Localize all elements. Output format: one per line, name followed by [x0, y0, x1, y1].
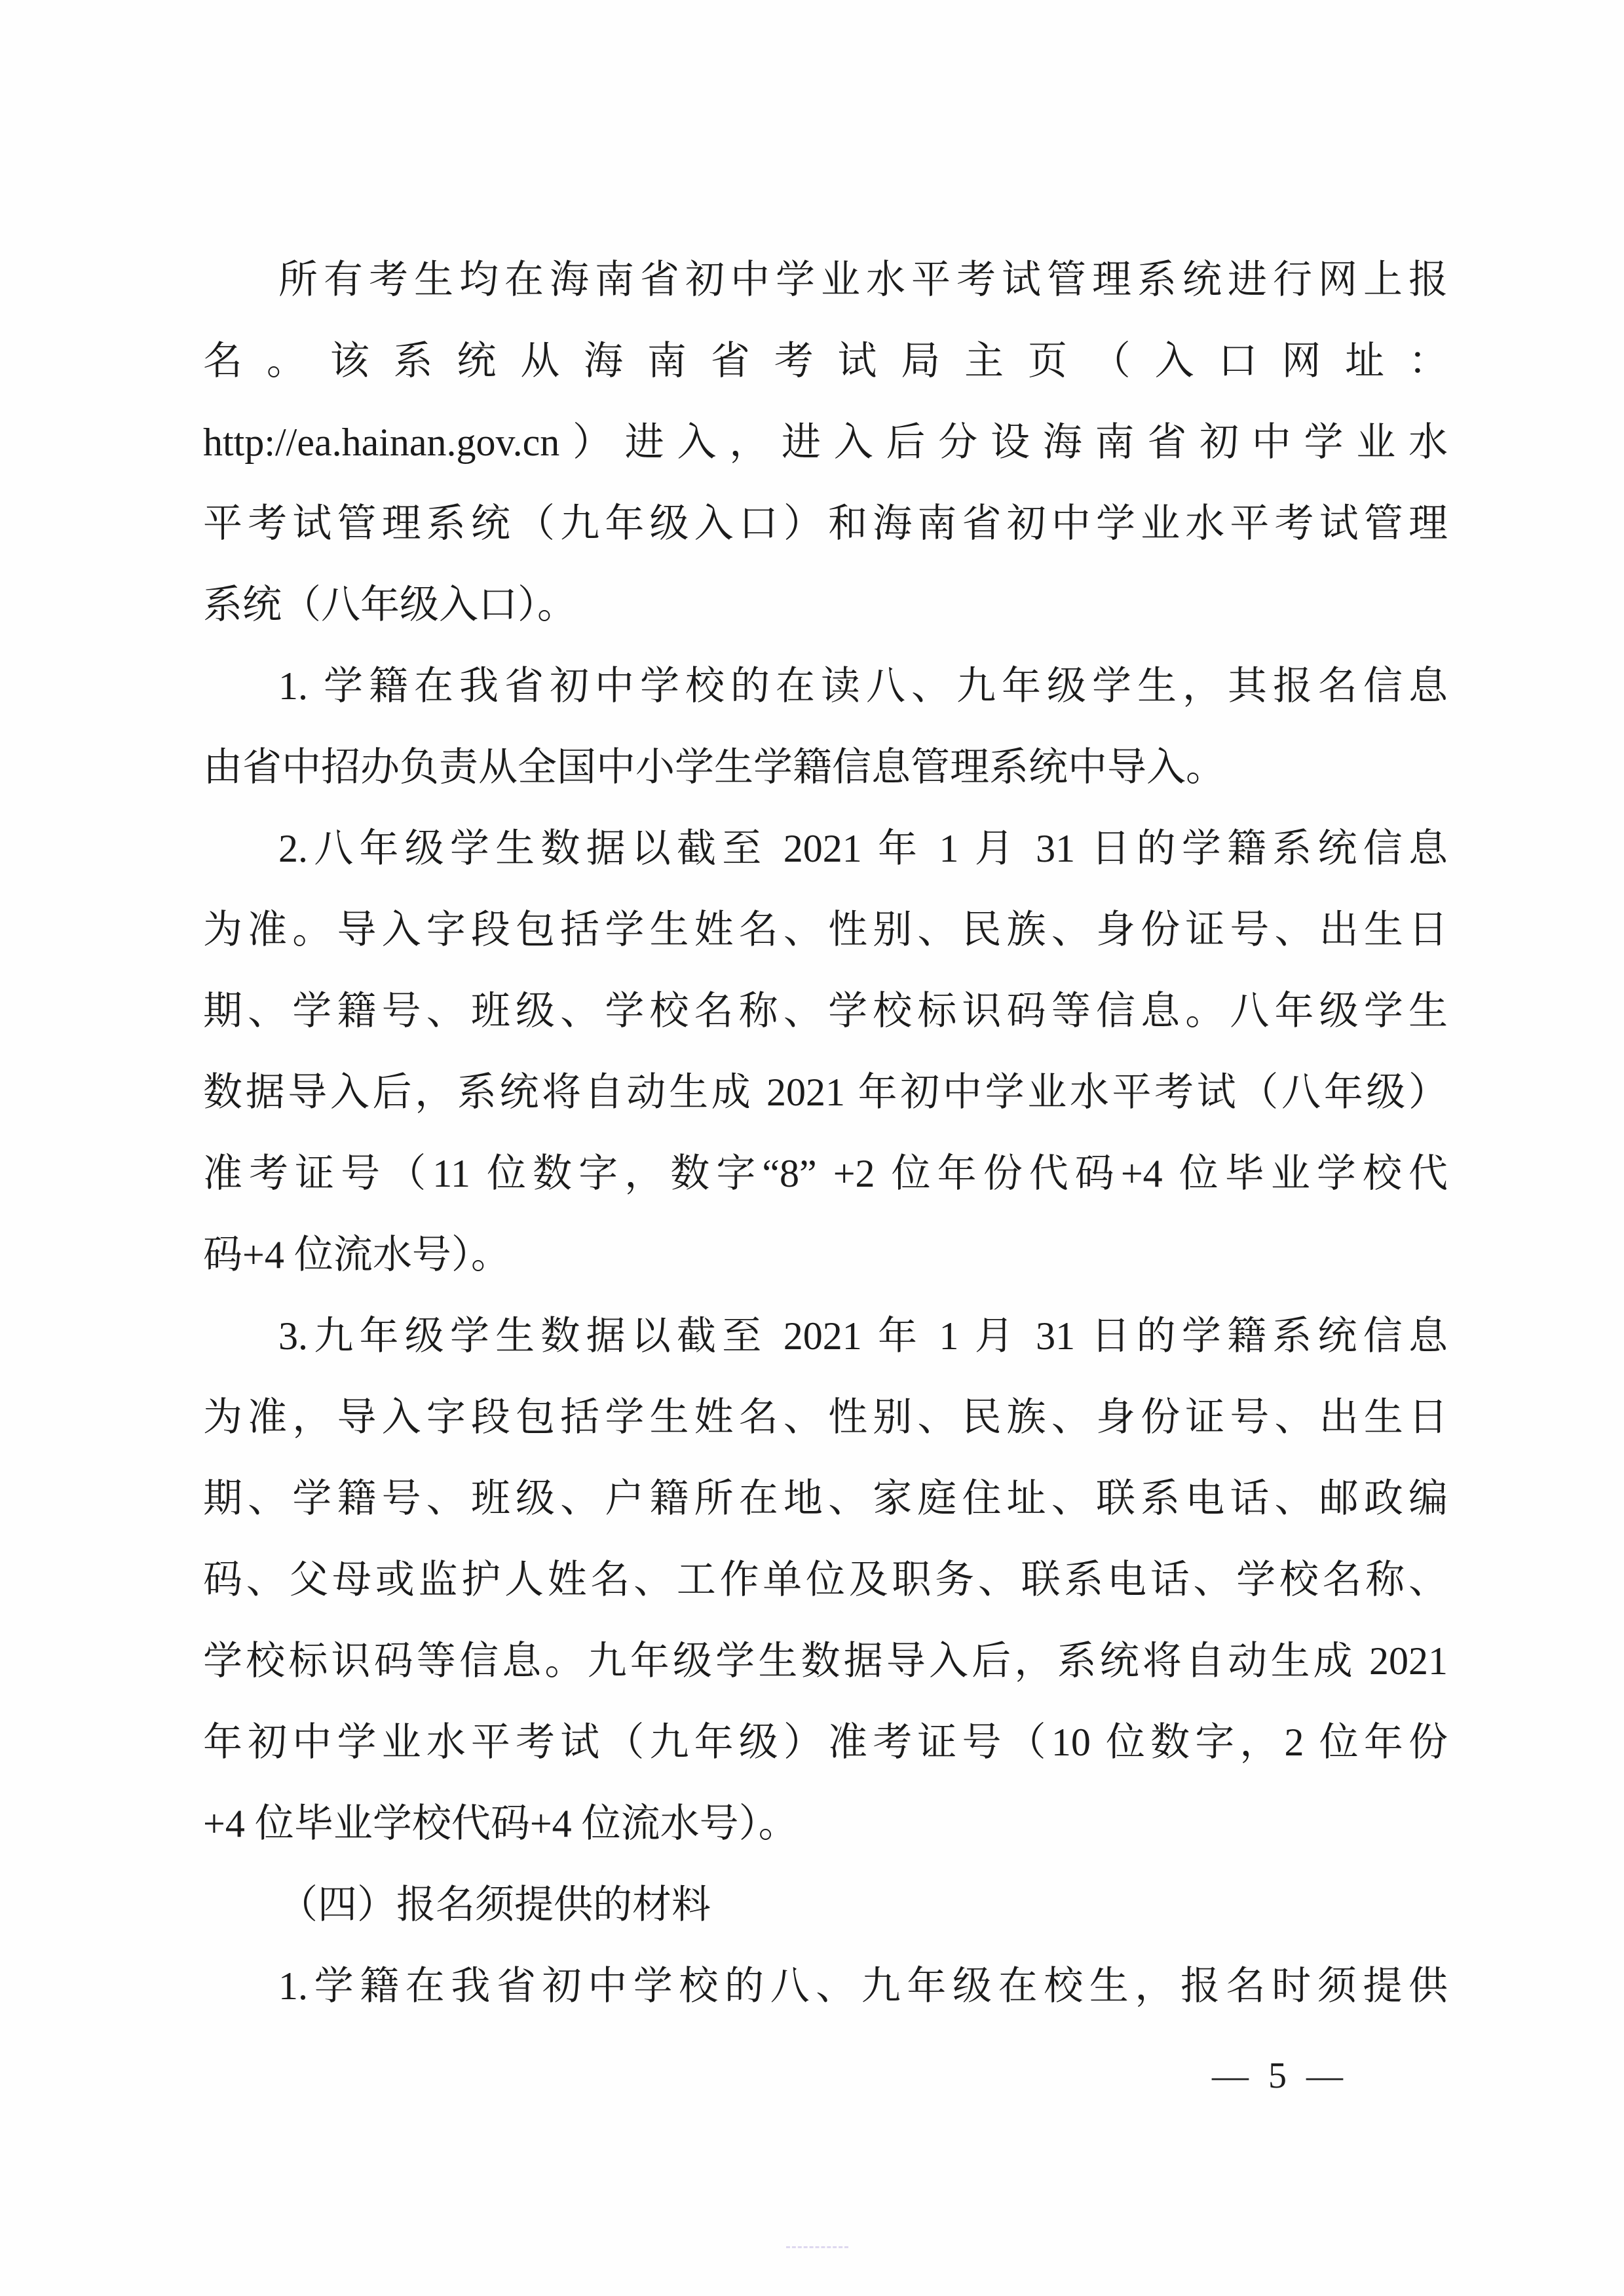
document-body: [203, 239, 1448, 2027]
text-line: 年初中学业水平考试（九年级）准考证号（10 位数字，2 位年份: [203, 1721, 1448, 1764]
text-line: 数据导入后，系统将自动生成 2021 年初中学业水平考试（八年级）: [203, 1071, 1448, 1114]
text-line: 期、学籍号、班级、学校名称、学校标识码等信息。八年级学生: [203, 989, 1448, 1033]
text-line: 由省中招办负责从全国中小学生学籍信息管理系统中导入。: [203, 746, 1225, 789]
text-line: 码、父母或监护人姓名、工作单位及职务、联系电话、学校名称、: [203, 1558, 1448, 1601]
text-line: 为准，导入字段包括学生姓名、性别、民族、身份证号、出生日: [203, 1396, 1448, 1439]
text-line: 准考证号（11 位数字，数字“8” +2 位年份代码+4 位毕业学校代: [203, 1152, 1448, 1195]
text-line: （四）报名须提供的材料: [278, 1883, 711, 1926]
text-line: http://ea.hainan.gov.cn）进入，进入后分设海南省初中学业水: [203, 421, 1448, 464]
text-line: 码+4 位流水号）。: [203, 1233, 510, 1276]
scan-artifact-mark: [786, 2246, 848, 2248]
text-line: 1.学籍在我省初中学校的八、九年级在校生，报名时须提供: [278, 1964, 1448, 2008]
text-line: 2.八年级学生数据以截至 2021 年 1 月 31 日的学籍系统信息: [278, 827, 1448, 870]
text-line: 名。该系统从海南省考试局主页（入口网址：: [203, 339, 1448, 383]
page-number: — 5 —: [1212, 2056, 1348, 2096]
text-line: 学校标识码等信息。九年级学生数据导入后，系统将自动生成 2021: [203, 1639, 1448, 1683]
text-line: 系统（八年级入口）。: [203, 583, 576, 626]
text-line: 1. 学籍在我省初中学校的在读八、九年级学生，其报名信息: [278, 664, 1448, 708]
text-line: 所有考生均在海南省初中学业水平考试管理系统进行网上报: [278, 258, 1448, 301]
text-line: 3.九年级学生数据以截至 2021 年 1 月 31 日的学籍系统信息: [278, 1314, 1448, 1358]
text-line: 为准。导入字段包括学生姓名、性别、民族、身份证号、出生日: [203, 908, 1448, 951]
text-line: 平考试管理系统（九年级入口）和海南省初中学业水平考试管理: [203, 502, 1448, 545]
text-line: +4 位毕业学校代码+4 位流水号）。: [203, 1802, 798, 1845]
text-line: 期、学籍号、班级、户籍所在地、家庭住址、联系电话、邮政编: [203, 1477, 1448, 1520]
